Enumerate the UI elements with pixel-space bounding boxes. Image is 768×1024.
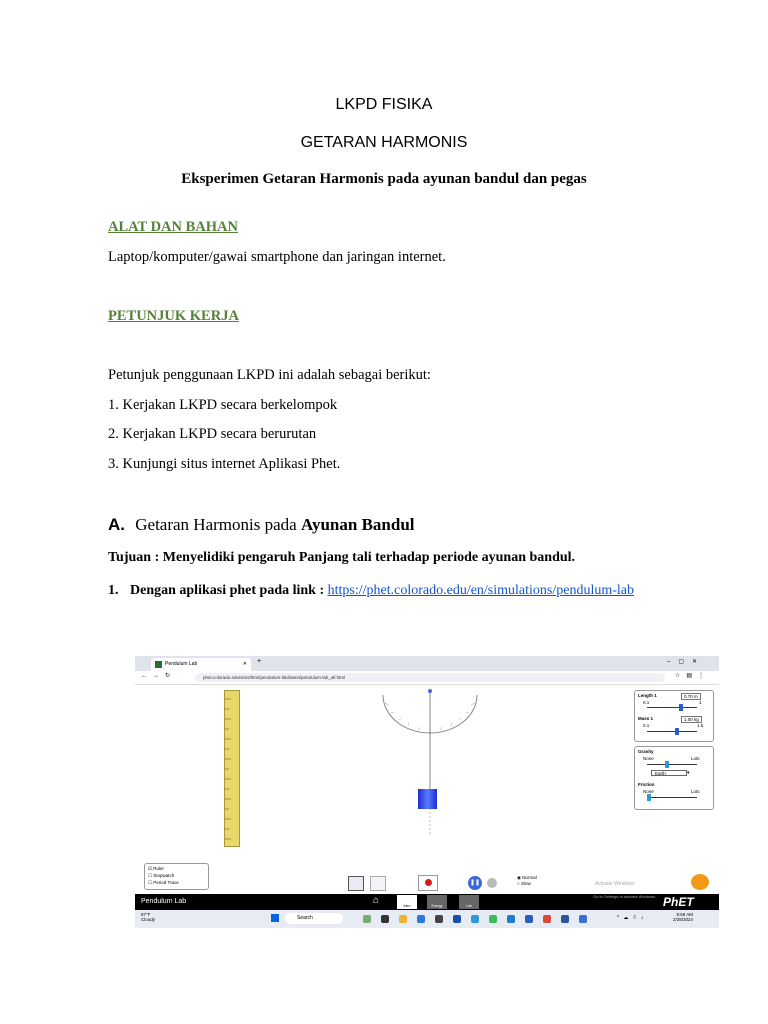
section-a-letter: A. xyxy=(108,515,125,534)
friction-none: None xyxy=(643,789,654,794)
speed-radio-group xyxy=(517,875,537,886)
mass-slider-thumb[interactable] xyxy=(675,728,679,735)
simulation-area xyxy=(135,685,719,893)
step-item: 1. Kerjakan LKPD secara berkelompok xyxy=(108,397,338,413)
taskbar-clock[interactable] xyxy=(673,912,693,922)
friction-label: Friction xyxy=(638,782,655,787)
play-pause-button[interactable]: ❚❚ xyxy=(468,876,482,890)
app-icon[interactable] xyxy=(489,915,497,923)
normal-radio-label: Normal xyxy=(522,875,537,880)
step1-number: 1. xyxy=(108,583,119,598)
taskbar-search-placeholder: Search xyxy=(297,915,313,921)
app-icon[interactable] xyxy=(399,915,407,923)
app-icon[interactable] xyxy=(363,915,371,923)
stop-icon xyxy=(425,879,432,886)
length-slider-thumb[interactable] xyxy=(679,704,683,711)
doc-subtitle: GETARAN HARMONIS xyxy=(300,134,468,151)
window-controls-icon[interactable]: –▢✕ xyxy=(667,659,706,665)
length-min: 0.1 xyxy=(643,700,650,705)
alat-bahan-text: Laptop/komputer/gawai smartphone dan jaringan internet. xyxy=(108,249,446,265)
app-icon[interactable] xyxy=(471,915,479,923)
app-icon[interactable] xyxy=(543,915,551,923)
browser-menu-icon[interactable]: ☆▤⋮ xyxy=(675,673,711,679)
windows-taskbar xyxy=(135,910,719,928)
nav-intro-label: Intro xyxy=(403,904,411,908)
slow-radio-label: Slow xyxy=(520,881,531,886)
stopwatch-checkbox-label: Stopwatch xyxy=(153,873,175,878)
new-tab-icon[interactable]: + xyxy=(257,658,262,665)
step1-text: Dengan aplikasi phet pada link : xyxy=(130,583,328,598)
step1-line xyxy=(108,583,634,599)
tab-title: Pendulum Lab xyxy=(165,661,198,667)
friction-slider-thumb[interactable] xyxy=(647,794,651,801)
ruler-checkbox[interactable]: ☑ Ruler xyxy=(148,866,165,871)
mass-value: 1.00 kg xyxy=(681,716,702,723)
gravity-slider-thumb[interactable] xyxy=(665,761,669,768)
gravity-select[interactable]: Earth xyxy=(651,770,687,776)
taskbar-search[interactable] xyxy=(285,913,343,924)
length-value: 0.70 m xyxy=(681,693,701,700)
address-bar xyxy=(135,671,719,685)
period-trace-checkbox-label: Period Trace xyxy=(153,880,179,885)
ruler[interactable] xyxy=(224,690,240,847)
close-tab-icon[interactable]: ✕ xyxy=(242,661,247,667)
step-item: 2. Kerjakan LKPD secara berurutan xyxy=(108,426,317,442)
doc-title: LKPD FISIKA xyxy=(335,96,433,113)
app-icon[interactable] xyxy=(453,915,461,923)
reset-all-button[interactable] xyxy=(691,874,709,890)
mass-max: 1.5 xyxy=(697,723,704,728)
nav-arrows-icon[interactable]: ←→↻ xyxy=(141,673,177,679)
ruler-checkbox-label: Ruler xyxy=(153,866,165,871)
length-label: Length 1 xyxy=(638,693,657,698)
petunjuk-intro: Petunjuk penggunaan LKPD ini adalah sebagai berikut: xyxy=(108,367,431,383)
app-icon[interactable] xyxy=(417,915,425,923)
length-max: 1 xyxy=(699,700,702,705)
gravity-slider[interactable] xyxy=(647,764,697,765)
section-a-title-bold: Ayunan Bandul xyxy=(300,515,415,534)
mass-slider[interactable] xyxy=(647,731,697,732)
period-trace-checkbox[interactable]: ☐ Period Trace xyxy=(148,880,179,885)
phet-link[interactable]: https://phet.colorado.edu/en/simulations/pendulum-lab xyxy=(327,583,635,598)
length-slider[interactable] xyxy=(647,707,697,708)
normal-radio[interactable]: ◉ Normal xyxy=(517,875,537,880)
gravity-label: Gravity xyxy=(638,749,654,754)
app-icon[interactable] xyxy=(525,915,533,923)
browser-tab[interactable] xyxy=(151,658,251,671)
mass-label: Mass 1 xyxy=(638,716,654,721)
ruler-ticks-icon xyxy=(225,691,239,846)
step-item: 3. Kunjungi situs internet Aplikasi Phet. xyxy=(108,456,341,472)
phet-navigation-bar xyxy=(135,894,719,910)
pendulum-bob[interactable] xyxy=(418,789,437,809)
friction-slider[interactable] xyxy=(647,797,697,798)
url-field[interactable]: phet.colorado.edu/sims/html/pendulum-lab/latest/pendulum-lab_all.html xyxy=(195,673,665,682)
nav-energy-label: Energy xyxy=(431,904,443,908)
weather-desc: Cloudy xyxy=(141,917,156,922)
nav-energy-button[interactable] xyxy=(427,895,447,909)
pendulum-2-button[interactable] xyxy=(370,876,386,891)
weather-widget[interactable] xyxy=(141,912,155,922)
pendulum-protractor-icon xyxy=(375,685,485,845)
app-icon[interactable] xyxy=(579,915,587,923)
tujuan-text: Tujuan : Menyelidiki pengaruh Panjang tali terhadap periode ayunan bandul. xyxy=(108,550,576,565)
clock-time: 9:59 AM xyxy=(676,912,694,917)
system-tray-icon[interactable]: ^☁⌔♪ xyxy=(617,915,648,921)
gravity-lots: Lots xyxy=(691,756,700,761)
slow-radio[interactable]: ○ Slow xyxy=(517,881,531,886)
pendulum-1-button[interactable] xyxy=(348,876,364,891)
app-icon[interactable] xyxy=(507,915,515,923)
tools-panel xyxy=(144,863,209,890)
phet-favicon-icon xyxy=(155,661,162,668)
section-a-title-normal: Getaran Harmonis pada xyxy=(135,515,301,534)
clock-date: 2/28/2024 xyxy=(673,917,694,922)
weather-temp: 87°F xyxy=(141,912,151,917)
mass-min: 0.1 xyxy=(643,723,650,728)
pendulum-lab-screenshot xyxy=(135,656,719,928)
length-mass-panel xyxy=(634,690,714,742)
stopwatch-checkbox[interactable]: ☐ Stopwatch xyxy=(148,873,175,878)
heading-petunjuk-kerja: PETUNJUK KERJA xyxy=(108,308,239,324)
nav-lab-button[interactable] xyxy=(459,895,479,909)
phet-logo[interactable]: PhET xyxy=(663,895,694,909)
gravity-friction-panel xyxy=(634,746,714,810)
activate-windows-line2: Go to Settings to activate Windows. xyxy=(593,894,657,899)
app-name: Pendulum Lab xyxy=(141,898,187,905)
activate-windows-line1: Activate Windows xyxy=(595,881,635,887)
experiment-title: Eksperimen Getaran Harmonis pada ayunan bandul dan pegas xyxy=(181,171,587,187)
windows-start-icon[interactable] xyxy=(271,914,279,922)
nav-intro-button[interactable] xyxy=(397,895,417,909)
step-button[interactable] xyxy=(487,878,497,888)
app-icon[interactable] xyxy=(561,915,569,923)
friction-lots: Lots xyxy=(691,789,700,794)
heading-alat-bahan: ALAT DAN BAHAN xyxy=(108,219,238,235)
nav-lab-label: Lab xyxy=(466,904,472,908)
section-a-heading xyxy=(108,515,415,535)
home-icon[interactable]: ⌂ xyxy=(373,895,380,906)
chevron-down-icon[interactable]: ▾ xyxy=(687,770,690,776)
gravity-none: None xyxy=(643,756,654,761)
browser-tab-bar xyxy=(135,656,719,671)
return-button[interactable] xyxy=(418,875,438,891)
app-icon[interactable] xyxy=(435,915,443,923)
app-icon[interactable] xyxy=(381,915,389,923)
